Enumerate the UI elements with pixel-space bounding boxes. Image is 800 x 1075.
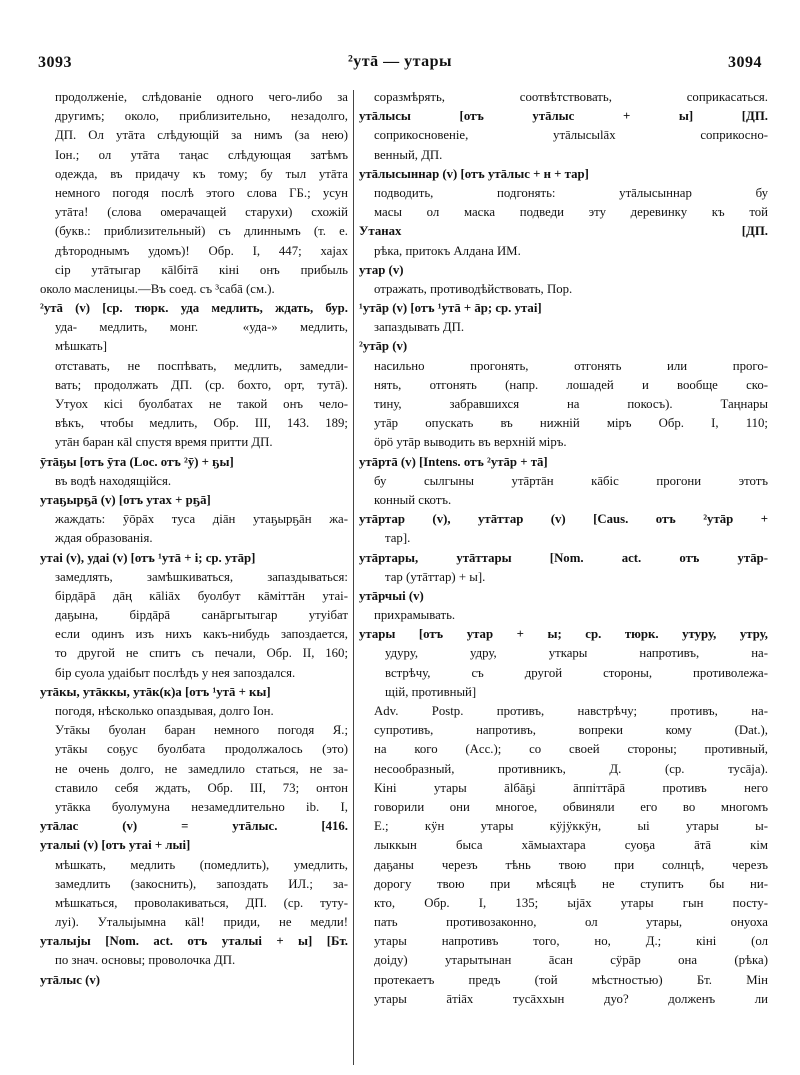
left-column-line: ждая образованія. <box>55 531 153 546</box>
right-column-line: Утанах [ДП. <box>359 224 768 239</box>
left-column-line: утāкы соҕус буолбата продолжалось (это) <box>55 742 348 757</box>
right-column-line: нять, отгонять (напр. лошадей и вообще ско- <box>374 377 768 392</box>
running-header-title: ²утā — утары <box>347 53 453 70</box>
right-column-line: Кіні утары ālбāҕі āппіттāрā противъ него <box>374 780 768 795</box>
right-column-line: Е.; кӱн утары кӱjӱккӱн, ыі утары ы- <box>374 819 768 834</box>
right-column-line: запаздывать ДП. <box>374 320 465 335</box>
left-column-line: уталыі (v) [отъ утаі + лыі] <box>40 838 191 853</box>
left-column-line: мѣшкать, медлить (помедлить), умедлить, <box>55 857 348 872</box>
right-column-line: тар (утāттар) + ы]. <box>385 569 486 584</box>
left-column-line: утāкка буолумуна незамедлительно ib. I, <box>55 799 348 814</box>
right-column-line: дорогу твою при мѣсяцѣ не ступитъ бы ни- <box>374 876 768 891</box>
right-column-line: лыккын быса хāмыахтара суоҕа āтā кім <box>374 838 768 853</box>
right-column-line: прихрамывать. <box>374 608 456 623</box>
left-column-line: уталыjы [Nom. act. отъ уталыі + ы] [Бт. <box>40 934 348 949</box>
left-page-number: 3093 <box>38 54 72 71</box>
left-column-line: дѣтороднымъ удомъ)! Обр. I, 447; хаjах <box>55 243 348 258</box>
right-column-line: утары [отъ утар + ы; ср. тюрк. утуру, утру, <box>359 627 768 642</box>
left-column-line: утāта! (слова омерачащей старухи) схожій <box>55 205 348 220</box>
left-column-line: бір суола удаібыт послѣдъ у нея запоздался. <box>55 665 296 680</box>
right-page-number: 3094 <box>728 54 762 71</box>
right-column-line: бу сылгыны утāртāн кāбіс прогони этотъ <box>374 473 768 488</box>
right-column <box>359 88 768 1009</box>
right-column-line: щій, противный] <box>385 684 477 699</box>
right-column-line: кто, Обр. I, 135; ыjāх утары гын посту- <box>374 895 768 910</box>
right-column-line: утары напротивъ того, но, Д.; кіні (ол <box>374 934 768 949</box>
left-column-line: луі). Уталыjымна кāl! приди, не медли! <box>55 915 348 930</box>
left-column-line: ²утā (v) [ср. тюрк. уда медлить, ждать, бур. <box>40 301 348 316</box>
left-column <box>40 88 348 990</box>
left-column-line: утаҕырҕā (v) [отъ утах + рҕā] <box>40 492 211 507</box>
right-column-line: утары āтiāх тусāххын дуо? долженъ ли <box>374 991 768 1006</box>
right-column-line: ӧрӧ утāр выводить въ верхній міръ. <box>374 435 567 450</box>
right-column-line: утāртā (v) [Intens. отъ ²утāр + тā] <box>359 454 548 469</box>
left-column-line: утāлас (v) = утāлыс. [416. <box>40 819 348 834</box>
right-column-line: утāртар (v), утāттар (v) [Caus. отъ ²утāр + <box>359 512 768 527</box>
left-column-line: по знач. основы; проволочка ДП. <box>55 953 236 968</box>
left-column-line: не очень долго, не замедлило статься, не за- <box>55 761 348 776</box>
left-column-line: утāкы, утāккы, утāк(к)а [отъ ¹утā + кы] <box>40 684 271 699</box>
column-divider <box>353 90 354 1065</box>
right-column-line: отражать, противодѣйствовать, Пор. <box>374 281 573 296</box>
right-column-line: утāрчыі (v) <box>359 588 424 603</box>
right-column-line: пать противозаконно, ол утары, онуоха <box>374 915 768 930</box>
left-column-line: жаждать: ӯōрāх туса діāн утаҕырҕāн жа- <box>55 512 348 527</box>
left-column-line: Утуох кісі буолбатах не такой онъ чело- <box>55 397 348 411</box>
left-column-line: утāн баран кāl спустя время притти ДП. <box>55 435 273 450</box>
left-column-line: вѣкъ, чтобы медлить, Обр. III, 143. 189; <box>55 416 348 431</box>
left-column-line: погодя, нѣсколько опаздывая, долго Іон. <box>55 704 274 718</box>
right-column-line: говорили они многое, обвиняли его во многомъ <box>374 799 768 814</box>
right-column-line: утāлысы [отъ утāлыс + ы] [ДП. <box>359 109 768 124</box>
left-column-line: замедлять, замѣшкиваться, запаздываться: <box>55 569 348 584</box>
right-column-line: утāртары, утāттары [Nom. act. отъ утāр- <box>359 550 768 565</box>
right-column-line: масы ол маска подведи эту деревинку къ той <box>374 205 768 220</box>
left-column-line: мѣшкаться, проволакиваться, ДП. (ср. туту- <box>55 895 348 910</box>
left-column-line: одежда, въ придачу къ тому; бу тыл утāта <box>55 166 348 181</box>
left-column-line: ставило себя ждать, Обр. III, 73; онтон <box>55 780 348 795</box>
left-column-line: ДП. Ол утāта слѣдующій за нимъ (за нею) <box>55 128 348 143</box>
right-column-line: супротивъ, напротивъ, вопреки кому (Dat.), <box>374 723 768 738</box>
left-column-line: утāлыс (v) <box>40 972 101 987</box>
left-column-line: утаі (v), удаі (v) [отъ ¹утā + і; ср. утāр] <box>40 550 256 565</box>
right-column-line: Adv. Postp. противъ, навстрѣчу; противъ, на- <box>374 704 768 718</box>
left-column-line: Іон.; ол утāта таңас слѣдующая затѣмъ <box>55 147 348 162</box>
left-column-line: другимъ; около, приблизительно, незадолго, <box>55 109 348 124</box>
right-column-line: на кого (Acc.); со своей стороны; противный, <box>374 742 768 757</box>
left-column-line: вать; продолжать ДП. (ср. бохто, орт, тутā). <box>55 377 348 392</box>
left-column-line: бірдāрā дāң кāliāх буолбут кāміттāн утаі- <box>55 588 348 603</box>
right-column-line: тар]. <box>385 531 411 546</box>
right-column-line: утāлысыннар (v) [отъ утāлыс + н + тар] <box>359 166 589 181</box>
right-column-line: даҕаны черезъ тѣнь твою при солнцѣ, черезъ <box>374 857 768 872</box>
left-column-line: уда- медлить, монг. ‎ «уда-» медлить, <box>55 320 348 335</box>
left-column-line: Утāкы буолан баран немного погодя Я.; <box>55 723 348 738</box>
right-column-line: несообразный, противникъ, Д. (ср. тусājа). <box>374 761 768 776</box>
left-column-line: сір утāтыгар кālбітā кіні онъ прибыль <box>55 262 348 277</box>
right-column-line: соприкосновеніе, утāлысыlāх соприкосно- <box>374 128 768 143</box>
right-column-line: утар (v) <box>359 262 404 277</box>
right-column-line: утāр опускать въ нижній міръ Обр. I, 110; <box>374 416 768 431</box>
right-column-line: насильно прогонять, отгонять или прого- <box>374 358 768 373</box>
right-column-line: конный скотъ. <box>374 492 452 507</box>
right-column-line: рѣка, притокъ Алдана ИМ. <box>374 243 521 258</box>
left-column-line: немного погодя послѣ этого слова ГБ.; усун <box>55 185 348 200</box>
left-column-line: замедлить (закоснить), запоздать ИЛ.; за- <box>55 876 348 891</box>
left-column-line: въ водѣ находящійся. <box>55 473 172 488</box>
left-column-line: мѣшкать] <box>55 339 107 354</box>
right-column-line: подводить, подгонять: утāлысыннар бу <box>374 185 768 200</box>
left-column-line: отставать, не поспѣвать, медлить, замедли- <box>55 358 348 373</box>
left-column-line: даҕына, бірдāрā санāргытыгар утуібат <box>55 608 348 623</box>
right-column-line: венный, ДП. <box>374 147 443 162</box>
left-column-line: то другой не спитъ съ печали, Обр. II, 160; <box>55 646 348 661</box>
left-column-line: если одинъ изъ нихъ какъ-нибудь запоздается, <box>55 627 348 642</box>
right-column-line: протекаетъ предъ (той мѣстностью) Бт. Мін <box>374 972 768 987</box>
left-column-line: ӯтāҕы [отъ ӯта (Loc. отъ ²ӯ) + ҕы] <box>40 454 234 469</box>
left-column-line: продолженіе, слѣдованіе одного чего-либо за <box>55 90 348 104</box>
right-column-line: тину, забравшихся на покосъ). Таңнары <box>374 397 768 411</box>
left-column-line: около масленицы.—Въ соед. съ ³сабā (см.). <box>40 281 275 296</box>
right-column-line: ¹утāр (v) [отъ ¹утā + āр; ср. утаі] <box>359 301 542 316</box>
right-column-line: ²утāр (v) <box>359 339 408 354</box>
right-column-line: встрѣчу, съ другой стороны, противолежа- <box>385 665 768 680</box>
right-column-line: удуру, удру, уткары напротивъ, на- <box>385 646 768 661</box>
left-column-line: (букв.: приблизительный) съ длиннымъ (т. е. <box>55 224 348 239</box>
right-column-line: доіду) утарытынан āсан сӱрāр она (рѣка) <box>374 953 768 968</box>
right-column-line: соразмѣрять, соотвѣтствовать, соприкасаться. <box>374 90 768 104</box>
